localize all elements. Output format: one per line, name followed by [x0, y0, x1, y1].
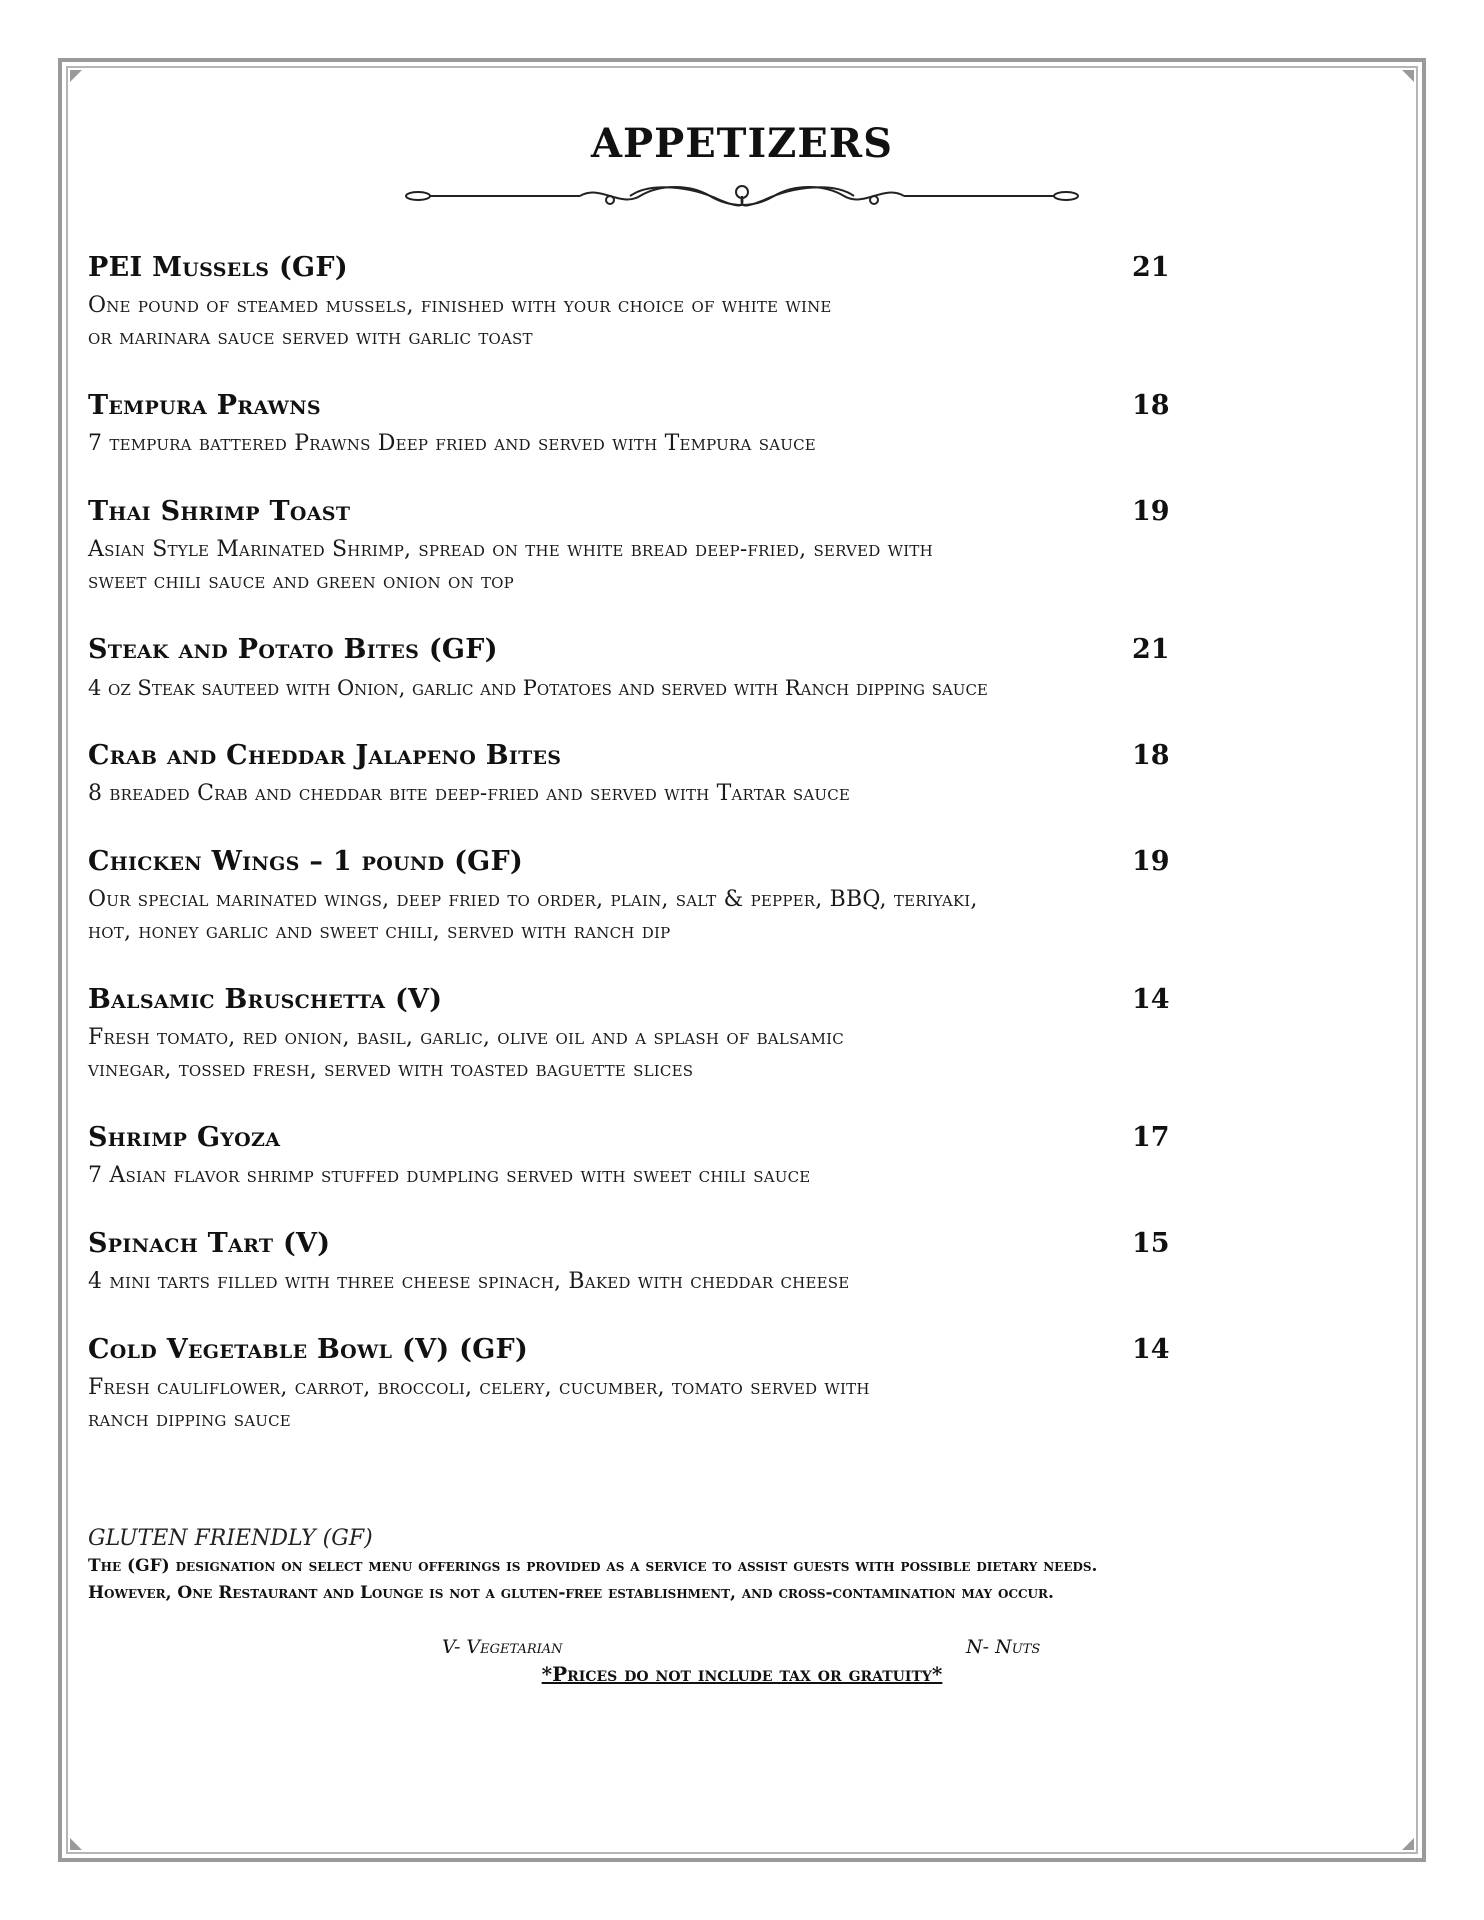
gluten-text-line: The (GF) designation on select menu offerings is provided as a service to assist guests with possible dietary needs.	[88, 1556, 1098, 1576]
item-name: Tempura Prawns	[88, 390, 321, 421]
item-price: 18	[1132, 390, 1170, 421]
item-price: 14	[1132, 984, 1170, 1015]
item-description-line: Our special marinated wings, deep fried to order, plain, salt & pepper, BBQ, teriyaki,	[88, 887, 978, 912]
item-name: Balsamic Bruschetta (V)	[88, 984, 443, 1015]
item-price: 19	[1132, 846, 1170, 877]
legend-nuts: N- Nuts	[966, 1636, 1041, 1658]
menu-item	[88, 740, 1288, 810]
item-description-line: ranch dipping sauce	[88, 1407, 291, 1432]
item-description-line: Asian Style Marinated Shrimp, spread on the white bread deep-fried, served with	[88, 537, 933, 562]
item-price: 21	[1132, 252, 1170, 283]
item-price: 17	[1132, 1122, 1170, 1153]
menu-item	[88, 1122, 1288, 1192]
gluten-title: GLUTEN FRIENDLY (GF)	[88, 1526, 373, 1551]
item-price: 19	[1132, 496, 1170, 527]
corner-ornament-top-right	[1402, 70, 1414, 82]
item-name: Thai Shrimp Toast	[88, 496, 351, 527]
legend-vegetarian: V- Vegetarian	[442, 1636, 563, 1658]
item-description-line: vinegar, tossed fresh, served with toasted baguette slices	[88, 1057, 694, 1082]
menu-item	[88, 1334, 1288, 1436]
item-name: Cold Vegetable Bowl (V) (GF)	[88, 1334, 529, 1365]
corner-ornament-bottom-right	[1402, 1838, 1414, 1850]
menu-item	[88, 634, 1288, 704]
item-price: 14	[1132, 1334, 1170, 1365]
menu-item	[88, 846, 1288, 948]
item-description-line: 7 tempura battered Prawns Deep fried and served with Tempura sauce	[88, 431, 816, 456]
item-name: Steak and Potato Bites (GF)	[88, 634, 498, 665]
item-description-line: Fresh tomato, red onion, basil, garlic, olive oil and a splash of balsamic	[88, 1025, 844, 1050]
item-description-line: sweet chili sauce and green onion on top	[88, 569, 514, 594]
gluten-disclaimer	[88, 1526, 1408, 1607]
menu-item	[88, 496, 1288, 598]
menu-item	[88, 1228, 1288, 1298]
item-description-line: One pound of steamed mussels, finished with your choice of white wine	[88, 293, 832, 318]
menu-item	[88, 984, 1288, 1086]
item-name: Spinach Tart (V)	[88, 1228, 331, 1259]
menu-item	[88, 252, 1288, 354]
item-description-line: hot, honey garlic and sweet chili, served with ranch dip	[88, 919, 671, 944]
appetizer-list	[88, 252, 1288, 1472]
item-name: Shrimp Gyoza	[88, 1122, 281, 1153]
item-name: Crab and Cheddar Jalapeno Bites	[88, 740, 562, 771]
item-description-line: Fresh cauliflower, carrot, broccoli, celery, cucumber, tomato served with	[88, 1375, 870, 1400]
item-description-line: 4 oz Steak sauteed with Onion, garlic and Potatoes and served with Ranch dipping sauce	[88, 676, 988, 700]
item-name: Chicken Wings – 1 pound (GF)	[88, 846, 524, 877]
menu-item	[88, 390, 1288, 460]
item-description-line: 8 breaded Crab and cheddar bite deep-fried and served with Tartar sauce	[88, 781, 851, 806]
page-title: APPETIZERS	[591, 120, 893, 167]
item-name: PEI Mussels (GF)	[88, 252, 348, 283]
item-price: 21	[1132, 634, 1170, 665]
corner-ornament-top-left	[70, 70, 82, 82]
item-description-line: or marinara sauce served with garlic toast	[88, 325, 533, 350]
gluten-text-line: However, One Restaurant and Lounge is not a gluten-free establishment, and cross-contamination may occur.	[88, 1583, 1054, 1603]
item-price: 18	[1132, 740, 1170, 771]
item-description-line: 7 Asian flavor shrimp stuffed dumpling served with sweet chili sauce	[88, 1163, 811, 1188]
corner-ornament-bottom-left	[70, 1838, 82, 1850]
flourish-divider-icon	[400, 178, 1084, 218]
item-description-line: 4 mini tarts filled with three cheese spinach, Baked with cheddar cheese	[88, 1269, 850, 1294]
prices-note: *Prices do not include tax or gratuity*	[541, 1662, 943, 1686]
item-price: 15	[1132, 1228, 1170, 1259]
